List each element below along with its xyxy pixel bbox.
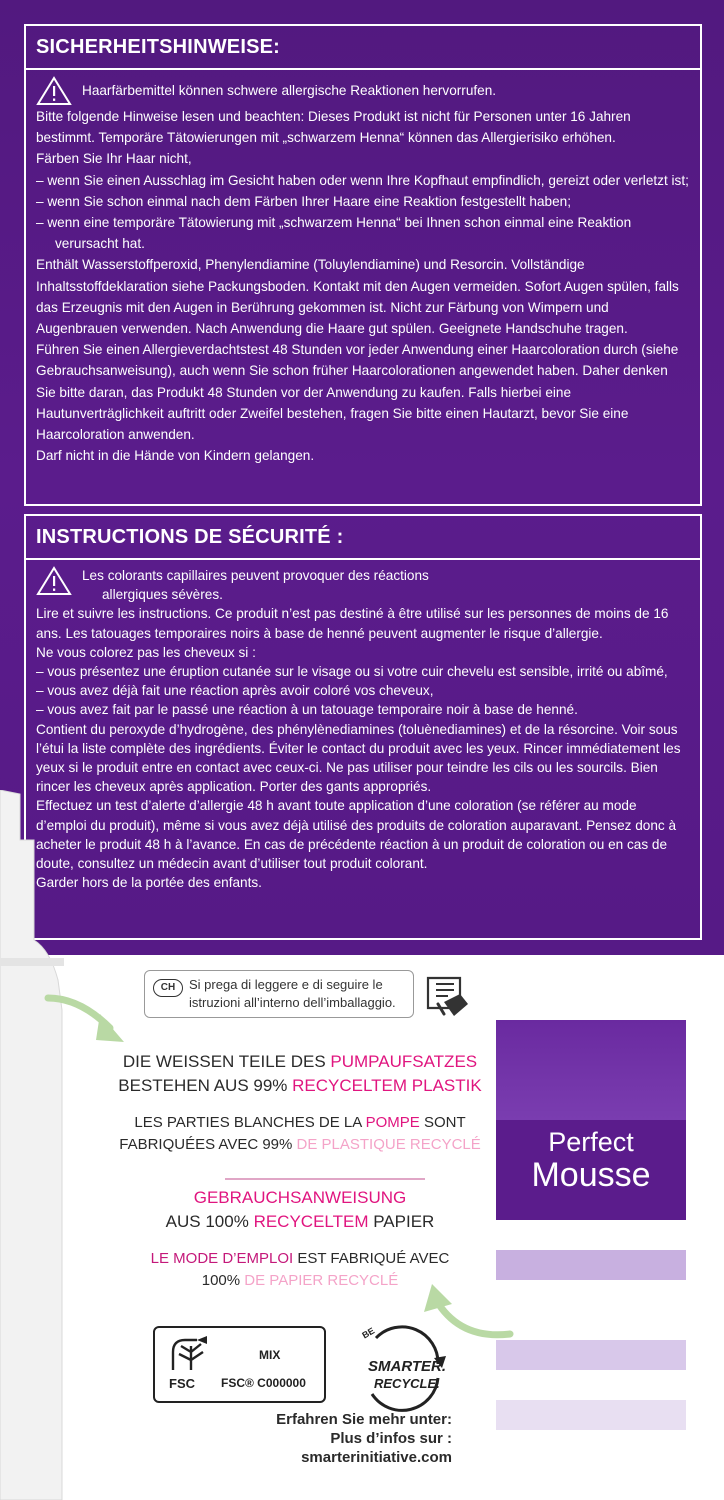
claim-line: AUS 100% RECYCELTEM PAPIER: [165, 1212, 435, 1231]
paragraph: Enthält Wasserstoffperoxid, Phenylendiamine (Toluylendiamine) und Resorcin. Vollständige Inhaltsstoffdeklaration siehe Packungsboden. Kontakt mit den Augen vermeiden. Sofort Augen spülen, falls das Erzeugnis mit den Augen in Berührung gekommen ist. Nicht zur Färbung von Wimpern und Augenbrauen verwenden. Nach Anwendung die Haare gut spülen. Geeignete Handschuhe tragen.: [36, 257, 679, 337]
divider: [225, 1178, 425, 1180]
text-line: bestimmt. Temporäre Tätowierungen mit „schwarzem Henna“ können das Allergierisiko erhöhen.: [36, 130, 616, 146]
claim-line: 100% DE PAPIER RECYCLÉ: [201, 1272, 399, 1289]
bullet-item: – wenn Sie schon einmal nach dem Färben Ihrer Haare eine Reaktion festgestellt haben;: [36, 193, 572, 209]
bullet-item: – wenn eine temporäre Tätowierung mit „schwarzem Henna“ bei Ihnen schon einmal eine Reaktion verursacht hat.: [36, 215, 632, 252]
warning-icon: [36, 76, 72, 106]
bullet-item: – wenn Sie einen Ausschlag im Gesicht haben oder wenn Ihre Kopfhaut empfindlich, gereizt oder verletzt ist;: [36, 172, 689, 188]
text-line: Ne vous colorez pas les cheveux si :: [36, 644, 256, 660]
bullet-item: – vous présentez une éruption cutanée sur le visage ou si votre cuir chevelu est sensible, irrité ou abîmé,: [36, 664, 668, 680]
ch-line-2: istruzioni all’interno dell’imballaggio.: [189, 995, 396, 1010]
paragraph: Garder hors de la portée des enfants.: [36, 875, 262, 891]
safety-title-de: SICHERHEITSHINWEISE:: [26, 26, 700, 70]
be-smarter-recycle-logo: [352, 1324, 452, 1414]
recycle-text: RECYCLE.: [374, 1376, 440, 1391]
warning-icon: [36, 566, 72, 596]
warning-line-fr-2: allergiques sévères.: [102, 587, 223, 603]
ch-badge: CH: [153, 979, 183, 997]
paragraph: Contient du peroxyde d’hydrogène, des phénylènediamines (toluènediamines) et de la résorcine. Voir sous l’étui la liste complète des ingrédients. Éviter le contact du produit avec les yeux. Rincer immédiatement les yeux si le produit entre en contact avec ceux-ci. Ne pas utiliser pour teindre les cils ou les sourcils. Bien rincer les cheveux après application. Porter des gants appropriés.: [36, 721, 681, 795]
logo-mousse: Mousse: [531, 1156, 651, 1194]
ch-line-1: Si prega di leggere e di seguire le: [189, 977, 383, 992]
fsc-code: FSC® C000000: [221, 1376, 306, 1390]
safety-title-fr: INSTRUCTIONS DE SÉCURITÉ :: [26, 516, 700, 560]
instruction-booklet-icon: [424, 974, 470, 1018]
bullet-item: – vous avez fait par le passé une réaction à un tatouage temporaire noir à base de henné.: [36, 702, 578, 718]
safety-text-fr: [26, 560, 700, 892]
text-line: Bitte folgende Hinweise lesen und beachten: Dieses Produkt ist nicht für Personen unter 16 Jahren: [36, 109, 631, 124]
bullet-item: – vous avez déjà fait une réaction après avoir coloré vos cheveux,: [36, 683, 434, 699]
more-line-1: Erfahren Sie mehr unter:: [276, 1411, 452, 1428]
fsc-logo-text: FSC: [169, 1376, 195, 1391]
fsc-label: [153, 1326, 326, 1403]
warning-line-fr: Les colorants capillaires peuvent provoquer des réactions: [82, 568, 429, 583]
safety-box-fr: [24, 514, 702, 940]
safety-box-de: [24, 24, 702, 506]
more-url[interactable]: smarterinitiative.com: [301, 1449, 452, 1466]
paragraph: Darf nicht in die Hände von Kindern gelangen.: [36, 448, 315, 464]
smarter-text: SMARTER.: [368, 1358, 447, 1375]
safety-text-de: [26, 70, 700, 466]
claim-line: FABRIQUÉES AVEC 99% DE PLASTIQUE RECYCLÉ: [119, 1136, 481, 1153]
claim-line: LES PARTIES BLANCHES DE LA POMPE SONT: [134, 1114, 466, 1131]
fsc-tree-icon: [167, 1334, 215, 1374]
more-line-2: Plus d’infos sur :: [330, 1430, 452, 1447]
paragraph: Effectuez un test d’alerte d’allergie 48 h avant toute application d’une coloration (se référer au mode d’emploi du produit), même si vous avez déjà utilisé des produits de coloration auparavant. Pensez donc à acheter le produit 48 h à l’avance. En cas de précédente réaction à un produit de coloration ou en cas de doute, consultez un médecin avant d’utiliser tout produit colorant.: [36, 798, 677, 872]
arrow-icon: [40, 990, 150, 1060]
ch-notice: [144, 970, 414, 1018]
warning-line-de: Haarfärbemittel können schwere allergische Reaktionen hervorrufen.: [82, 83, 497, 98]
fsc-mix: MIX: [259, 1348, 281, 1362]
claim-line: LE MODE D’EMPLOI EST FABRIQUÉ AVEC: [150, 1250, 450, 1267]
logo-perfect: Perfect: [548, 1127, 634, 1157]
claim-line: DIE WEISSEN TEILE DES PUMPAUFSATZES: [122, 1052, 478, 1071]
smarter-be: BE: [360, 1325, 377, 1341]
paragraph: Lire et suivre les instructions. Ce produit n’est pas destiné à être utilisé sur les personnes de moins de 16 ans. Les tatouages temporaires noirs à base de henné peuvent augmenter le risque d’allergie.: [36, 606, 669, 641]
paragraph: Führen Sie einen Allergieverdachtstest 48 Stunden vor jeder Anwendung einer Haarcoloration durch (siehe Gebrauchsanweisung), auch wenn Sie schon früher Haarcolorationen angewendet haben. Daher denken Sie bitte daran, das Produkt 48 Stunden vor der Anwendung zu kaufen. Falls hierbei eine Hautunverträglichkeit auftritt oder Zweifel bestehen, fragen Sie bitte einen Hautarzt, bevor Sie eine Haarcoloration anwenden.: [36, 342, 679, 443]
claim-line: GEBRAUCHSANWEISUNG: [193, 1188, 407, 1207]
claim-line: BESTEHEN AUS 99% RECYCELTEM PLASTIK: [118, 1076, 482, 1095]
text-line: Färben Sie Ihr Haar nicht,: [36, 151, 192, 167]
more-info: [230, 1410, 452, 1467]
